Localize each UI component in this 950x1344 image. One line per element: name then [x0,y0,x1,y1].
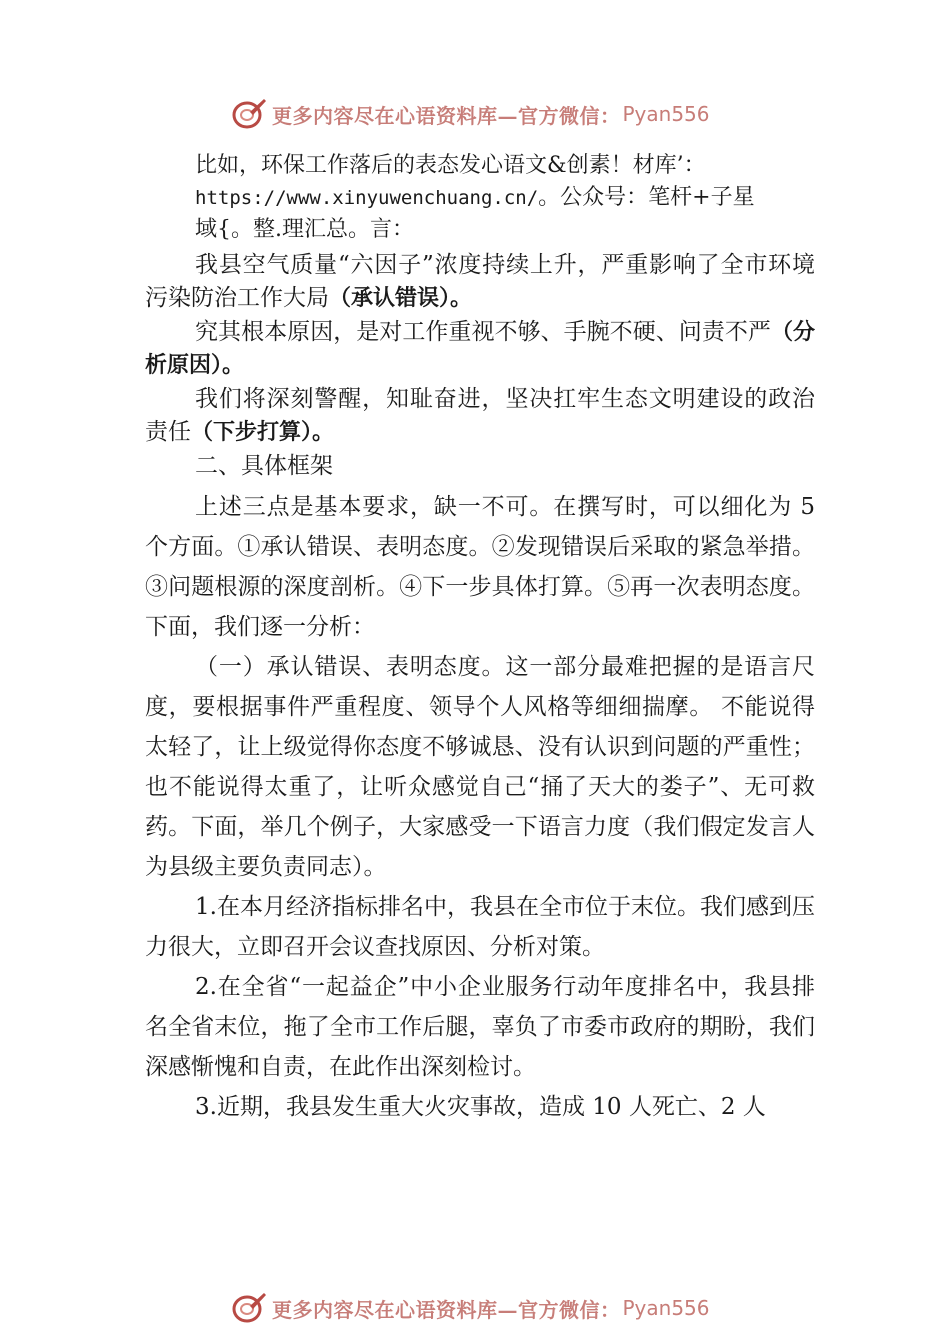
example-1: 1.在本月经济指标排名中，我县在全市位于末位。我们感到压力很大，立即召开会议查找原因、分析对策。 [145,894,815,960]
paragraph-text: 究其根本原因，是对工作重视不够、手腕不硬、问责不严 [195,319,771,345]
example-3: 3.近期，我县发生重大火灾事故，造成 10 人死亡、2 人 [195,1094,766,1120]
pen-logo-icon [230,97,268,131]
ad-line-3: 域{。整.理汇总。言： [195,217,414,242]
paragraph-acknowledge [145,249,815,315]
section-heading: 二、具体框架 [195,453,333,479]
ad-url: https://www.xinyuwenchuang.cn/ [195,187,539,209]
example-2: 2.在全省“一起益企”中小企业服务行动年度排名中，我县排名全省末位，拖了全市工作后腿，辜负了市委市政府的期盼，我们深感惭愧和自责，在此作出深刻检讨。 [145,974,815,1080]
paragraph-framework: 上述三点是基本要求，缺一不可。在撰写时，可以细化为 5 个方面。①承认错误、表明态度。②发现错误后采取的紧急举措。③问题根源的深度剖析。④下一步具体打算。⑤再一次表明态度。下面，我们逐一分析： [145,494,815,640]
ad-line-2 [145,182,815,214]
ad-line-2-rest: 。公众号：笔杆+子星 [538,185,755,210]
bold-tag-plan: （下步打算）。 [191,420,335,445]
paragraph-text: 我们将深刻警醒，知耻奋进，坚决扛牢生态文明建设的政治责任 [145,386,815,445]
paragraph-cause [145,316,815,382]
banner-wechat-id: Pyan556 [622,1296,710,1320]
header-banner [230,96,750,132]
banner-text: 更多内容尽在心语资料库—官方微信： [272,1297,621,1322]
paragraph-plan [145,383,815,449]
paragraph-text: 我县空气质量“六因子”浓度持续上升，严重影响了全市环境污染防治工作大局 [145,252,815,311]
bold-tag-cause: （分析原因）。 [145,320,815,378]
bold-tag-acknowledge: （承认错误）。 [329,286,473,311]
ad-line-1: 比如，环保工作落后的表态发心语文&创素！材库’： [195,153,706,178]
footer-banner [230,1290,750,1326]
paragraph-section-1: （一）承认错误、表明态度。这一部分最难把握的是语言尺度，要根据事件严重程度、领导个人风格等细细揣摩。 不能说得太轻了，让上级觉得你态度不够诚恳、没有认识到问题的严重性；也不能说得太重了，让听众感觉自己“捅了天大的娄子”、无可救药。下面，举几个例子，大家感受一下语言力度（我们假定发言人为县级主要负责同志）。 [145,654,815,880]
pen-logo-icon [230,1291,268,1325]
banner-text: 更多内容尽在心语资料库—官方微信： [272,103,621,128]
document-body [145,150,815,1127]
banner-wechat-id: Pyan556 [622,102,710,126]
